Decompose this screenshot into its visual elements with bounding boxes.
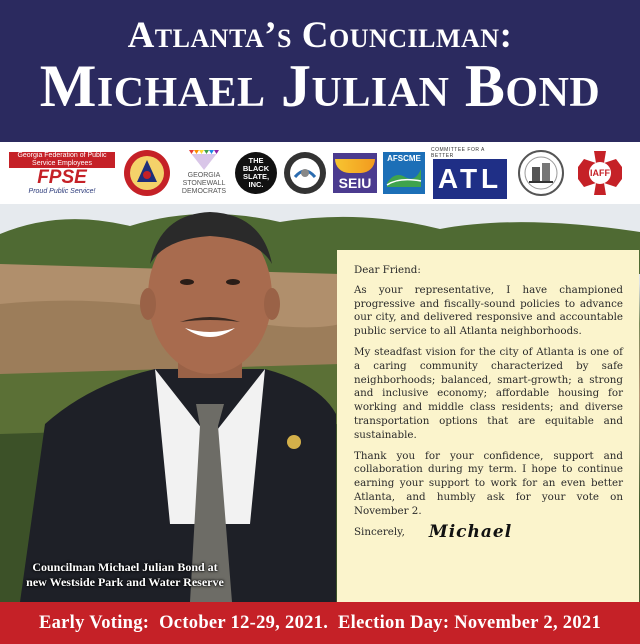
photo-caption-line1: Councilman Michael Julian Bond at bbox=[32, 560, 218, 574]
letter-paragraph-2: My steadfast vision for the city of Atlanta is one of a caring community characterized by safe neighborhoods; balanced, smart-growth; a strong and inclusive economy; affordable housing for working and middle class residents; and diverse transportation options that are equitable and sustainable. bbox=[354, 345, 623, 441]
letter-signoff bbox=[354, 521, 623, 542]
atl-logo-top: COMMITTEE FOR A BETTER bbox=[431, 147, 485, 159]
committee-for-better-atl-logo bbox=[431, 146, 509, 200]
afscme-map-icon bbox=[385, 163, 423, 189]
endorsement-logos bbox=[0, 142, 640, 204]
seiu-sun-icon bbox=[335, 159, 375, 173]
stonewall-line2: STONEWALL bbox=[182, 180, 226, 187]
header-title-line1: Atlanta’s Councilman: bbox=[127, 15, 513, 56]
black-slate-logo bbox=[234, 146, 278, 200]
letter-panel bbox=[337, 250, 639, 602]
stonewall-line1: GEORGIA bbox=[187, 172, 221, 179]
atl-logo-box: ATL bbox=[433, 159, 507, 199]
footer-banner bbox=[0, 602, 640, 644]
fpse-logo bbox=[9, 146, 115, 200]
fpse-logo-top: Georgia Federation of Public Service Employees bbox=[9, 152, 115, 168]
photo-caption bbox=[10, 560, 240, 590]
footer-voting-dates: Early Voting: October 12-29, 2021. Election Day: November 2, 2021 bbox=[38, 613, 602, 633]
afscme-text: AFSCME bbox=[387, 154, 421, 163]
seiu-logo bbox=[332, 146, 378, 200]
seiu-text: SEIU bbox=[338, 175, 372, 191]
letter-paragraph-1: As your representative, I have championed progressive and fiscally-sound policies to advance our city, and delivered responsive and accountable public service to all Atlanta neighborhoods. bbox=[354, 283, 623, 338]
letter-closing: Sincerely, bbox=[354, 525, 405, 538]
letter-greeting: Dear Friend: bbox=[354, 264, 421, 276]
iaff-logo bbox=[574, 146, 626, 200]
fpse-logo-tag: Proud Public Service! bbox=[28, 187, 96, 195]
firefighters-badge-icon bbox=[121, 146, 173, 200]
letter-signature: Michael bbox=[428, 521, 513, 542]
header-title-line2: Michael Julian Bond bbox=[39, 53, 601, 119]
black-slate-text: THE BLACK SLATE, INC. bbox=[235, 152, 277, 194]
header-banner bbox=[0, 0, 640, 142]
stonewall-democrats-logo bbox=[176, 146, 232, 200]
photo-caption-line2: new Westside Park and Water Reserve bbox=[26, 575, 224, 589]
community-building-seal-icon bbox=[516, 146, 566, 200]
iaff-text: IAFF bbox=[590, 168, 610, 178]
stonewall-triangle-icon bbox=[189, 150, 219, 170]
atlanta-north-georgia-labor-council-icon bbox=[282, 146, 328, 200]
fpse-logo-word: FPSE bbox=[37, 166, 87, 188]
stonewall-line3: DEMOCRATS bbox=[181, 188, 227, 195]
afscme-logo bbox=[382, 146, 426, 200]
letter-paragraph-3: Thank you for your confidence, support and collaboration during my term. I hope to continue earning your support to work for an even better Atlanta, and humbly ask for your vote on November 2. bbox=[354, 449, 623, 517]
